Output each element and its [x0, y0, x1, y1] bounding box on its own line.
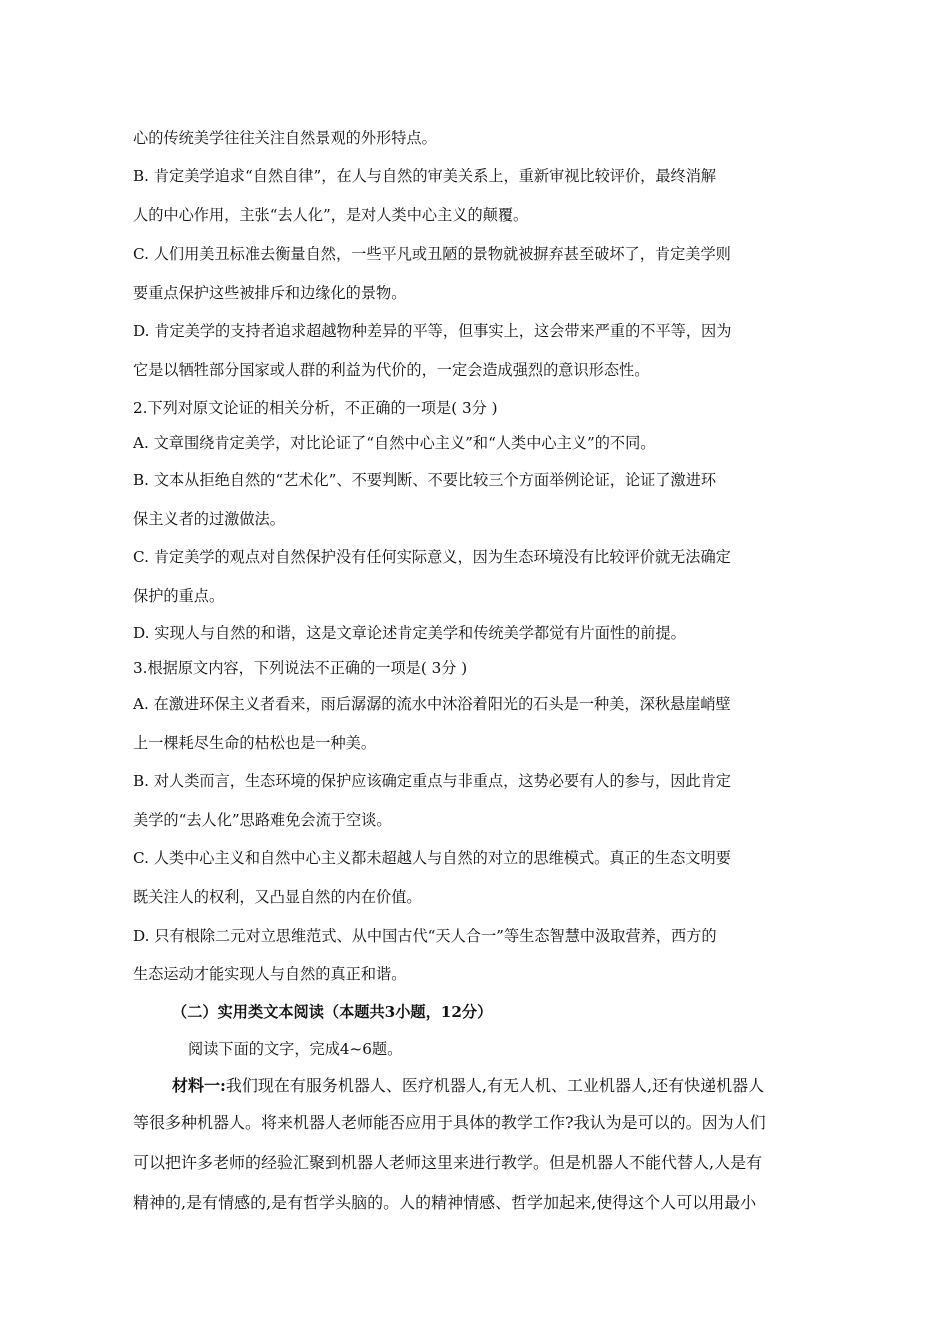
material-label: 材料一:	[172, 1076, 226, 1095]
q2-option-d: D. 实现人与自然的和谐，这是文章论述肯定美学和传统美学都觉有片面性的前提。	[133, 624, 686, 642]
option-d-line-1: D. 肯定美学的支持者追求超越物种差异的平等，但事实上，这会带来严重的不平等，因为	[133, 322, 732, 340]
text-line: 保护的重点。	[133, 587, 225, 605]
q2-option-a: A. 文章围绕肯定美学，对比论证了“自然中心主义”和“人类中心主义”的不同。	[133, 434, 656, 452]
q3-option-a-line-1: A. 在激进环保主义者看来，雨后潺潺的流水中沐浴着阳光的石头是一种美，深秋悬崖峭壁	[133, 695, 731, 713]
question-3: 3.根据原文内容，下列说法不正确的一项是( 3分 )	[133, 659, 468, 677]
q3-option-b-line-1: B. 对人类而言，生态环境的保护应该确定重点与非重点，这势必要有人的参与，因此肯定	[133, 772, 731, 790]
text-line: 要重点保护这些被排斥和边缘化的景物。	[133, 284, 407, 302]
material-one-first-line	[172, 1073, 764, 1096]
text-line: 心的传统美学往往关注自然景观的外形特点。	[133, 129, 437, 147]
text-line: 保主义者的过激做法。	[133, 510, 285, 528]
section-heading: （二）实用类文本阅读（本题共3小题，12分）	[172, 1003, 493, 1021]
q3-option-c-line-1: C. 人类中心主义和自然中心主义都未超越人与自然的对立的思维模式。真正的生态文明要	[133, 849, 731, 867]
q2-option-b-line-1: B. 文本从拒绝自然的“艺术化”、不要判断、不要比较三个方面举例论证，论证了激进环	[133, 471, 717, 489]
text-line: 既关注人的权利，又凸显自然的内在价值。	[133, 888, 422, 906]
q2-option-c-line-1: C. 肯定美学的观点对自然保护没有任何实际意义，因为生态环境没有比较评价就无法确定	[133, 548, 731, 566]
text-line: 生态运动才能实现人与自然的真正和谐。	[133, 965, 407, 983]
question-2: 2.下列对原文论证的相关分析，不正确的一项是( 3分 )	[133, 399, 498, 417]
q3-option-d-line-1: D. 只有根除二元对立思维范式、从中国古代“天人合一”等生态智慧中汲取营养，西方的	[133, 927, 717, 945]
material-line: 可以把许多老师的经验汇聚到机器人老师这里来进行教学。但是机器人不能代替人,人是有	[133, 1153, 763, 1172]
material-line: 精神的,是有情感的,是有哲学头脑的。人的精神情感、哲学加起来,使得这个人可以用最小	[133, 1193, 757, 1212]
material-line: 等很多种机器人。将来机器人老师能否应用于具体的教学工作?我认为是可以的。因为人们	[133, 1113, 766, 1132]
text-line: 上一棵耗尽生命的枯松也是一种美。	[133, 734, 376, 752]
material-text: 我们现在有服务机器人、医疗机器人,有无人机、工业机器人,还有快递机器人	[225, 1076, 765, 1095]
option-c-line-1: C. 人们用美丑标准去衡量自然，一些平凡或丑陋的景物就被摒弃甚至破坏了，肯定美学则	[133, 245, 731, 263]
text-line: 它是以牺牲部分国家或人群的利益为代价的，一定会造成强烈的意识形态性。	[133, 361, 650, 379]
text-line: 人的中心作用，主张“去人化”，是对人类中心主义的颠覆。	[133, 206, 529, 224]
option-b-line-1: B. 肯定美学追求“自然自律”，在人与自然的审美关系上，重新审视比较评价，最终消解	[133, 167, 717, 185]
text-line: 美学的“去人化”思路难免会流于空谈。	[133, 811, 392, 829]
reading-instruction: 阅读下面的文字，完成4~6题。	[188, 1040, 403, 1058]
